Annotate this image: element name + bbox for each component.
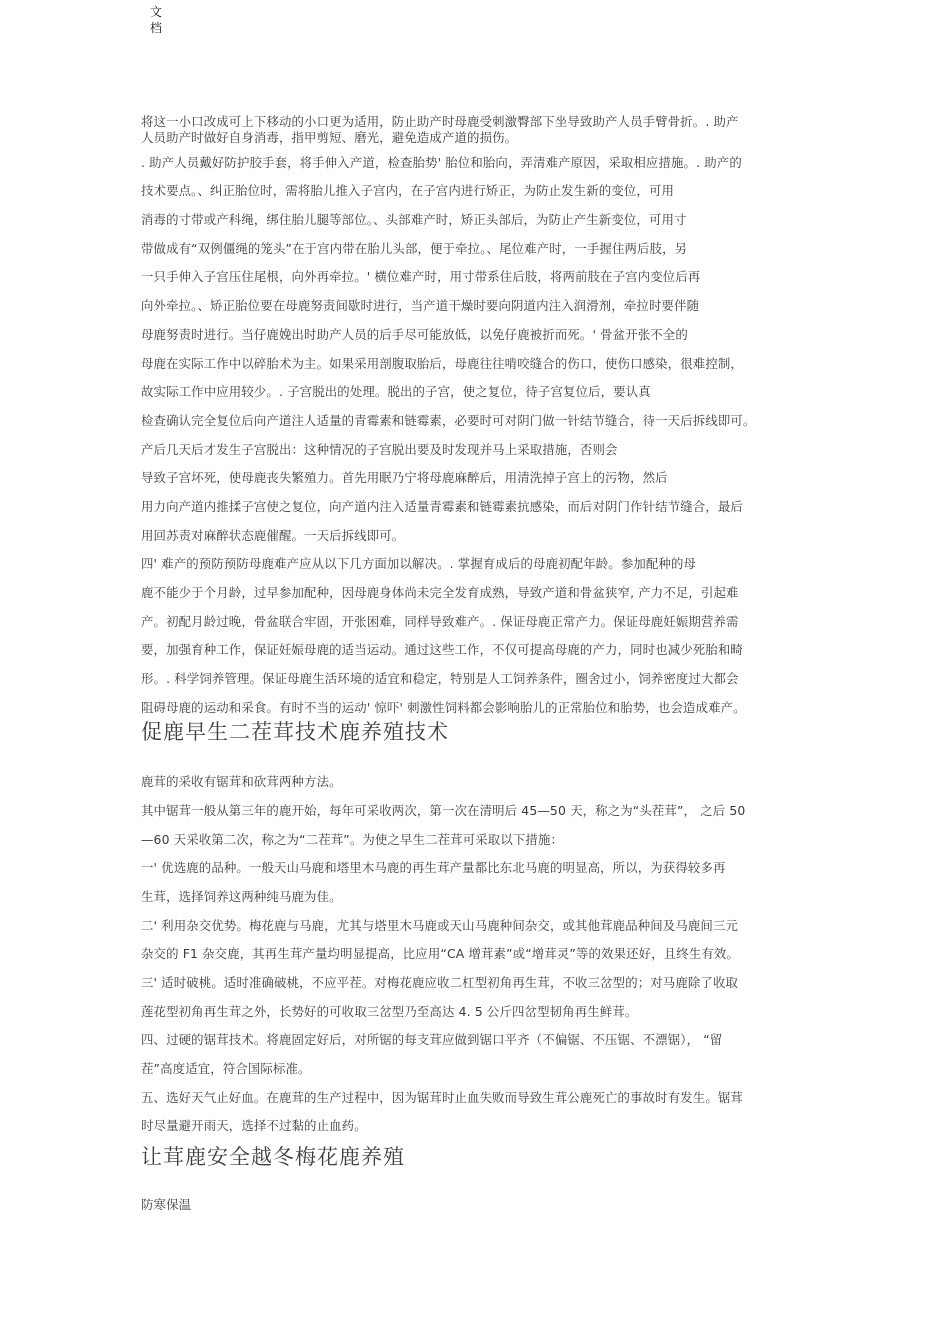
section1-line: 鹿不能少于个月龄，过早参加配种，因母鹿身体尚未完全发育成熟，导致产道和骨盆狭窄, 产力不足，引起难 [141, 585, 739, 600]
section1-line: 故实际工作中应用较少。. 子宫脱出的处理。脱出的子宫，使之复位，待子宫复位后，要认真 [141, 384, 651, 399]
header-char-1: 文 [150, 5, 163, 19]
section1-line: 技术要点。、纠正胎位时，需将胎儿推入子宫内，在子宫内进行矫正，为防止发生新的变位，可用 [141, 183, 675, 198]
section1-line: 检查确认完全复位后向产道注人适量的青霉素和链霉素，必要时可对阴门做一针结节缝合，待一天后拆线即可。 [141, 413, 756, 428]
section2-line: 时尽量避开雨天，选择不过黏的止血药。 [141, 1118, 367, 1133]
section1-line: 导致子宫坏死，使母鹿丧失繁殖力。首先用眠乃宁将母鹿麻醉后，用清洗掉子宫上的污物，然后 [141, 470, 668, 485]
page-header [150, 4, 162, 36]
section1-line: 四' 难产的预防预防母鹿难产应从以下几方面加以解决。. 掌握育成后的母鹿初配年龄。参加配种的母 [141, 556, 697, 571]
section1-line: 形。. 科学饲养管理。保证母鹿生活环境的适宜和稳定，特别是人工饲养条件，圈舍过小，饲养密度过大都会 [141, 671, 739, 686]
section2-line: 杂交的 F1 杂交鹿，其再生茸产量均明显提高，比应用“CA 增茸素”或“增茸灵”等的效果还好，且终生有效。 [141, 946, 739, 961]
section2-line: 茬”高度适宜，符合国际标准。 [141, 1061, 311, 1076]
section1-line: 将这一小口改成可上下移动的小口更为适用，防止助产时母鹿受刺激臀部下坐导致助产人员手臂骨折。. 助产 [141, 114, 739, 129]
section1-line: 一只手伸入子宫压住尾根，向外再牵拉。' 横位难产时，用寸带系住后肢，将两前肢在子宫内变位后再 [141, 269, 701, 284]
section2-line: —60 天采收第二次，称之为“二茬茸”。为使之早生二茬茸可采取以下措施： [141, 832, 564, 847]
section1-line: 带做成有“双例僵绳的笼头”在于宫内带在胎儿头部，便于牵拉。、尾位难产时，一手握住两后肢，另 [141, 241, 688, 256]
section1-line: 母鹿在实际工作中以碎胎术为主。如果采用剖腹取胎后，母鹿往往啃咬缝合的伤口，使伤口感染，很难控制， [141, 356, 743, 371]
section1-line: 阻碍母鹿的运动和采食。有时不当的运动' 惊吓' 刺激性饲料都会影响胎儿的正常胎位和胎势，也会造成难产。 [141, 700, 746, 715]
section2-title: 促鹿早生二茬茸技术鹿养殖技术 [141, 720, 449, 744]
section1-line: 向外牵拉。、矫正胎位要在母鹿努责间歇时进行，当产道干燥时要向阴道内注入润滑剂，牵拉时要伴随 [141, 298, 700, 313]
section1-line: 母鹿努责时进行。当仔鹿娩出时助产人员的后手尽可能放低，以免仔鹿被折而死。' 骨盆开张不全的 [141, 327, 688, 342]
section1-line: 产后几天后才发生子宫脱出：这种情况的子宫脱出要及时发现并马上采取措施，否则会 [141, 442, 618, 457]
section2-line: 三' 适时破桃。适时准确破桃，不应平茬。对梅花鹿应收二杠型初角再生茸，不收三岔型的；对马鹿除了收取 [141, 975, 739, 990]
section2-line: 一' 优选鹿的品种。一般天山马鹿和塔里木马鹿的再生茸产量都比东北马鹿的明显高，所以，为获得较多再 [141, 860, 726, 875]
section2-line: 五、选好天气止好血。在鹿茸的生产过程中，因为锯茸时止血失败而导致生茸公鹿死亡的事故时有发生。锯茸 [141, 1090, 743, 1105]
section1-line: . 助产人员戴好防护胶手套，将手伸入产道，检查胎势' 胎位和胎向，弄清难产原因，采取相应措施。. 助产的 [141, 155, 742, 170]
section1-line: 用回苏责对麻醉状态鹿催醒。一天后拆线即可。 [141, 528, 405, 543]
section1-line: 人员助产时做好自身消毒，指甲剪短、磨光，避免造成产道的损伤。 [141, 130, 518, 145]
section2-line: 生茸，选择饲养这两种纯马鹿为佳。 [141, 889, 342, 904]
section3-title: 让茸鹿安全越冬梅花鹿养殖 [141, 1145, 405, 1169]
section2-line: 四、过硬的锯茸技术。将鹿固定好后，对所锯的每支茸应做到锯口平齐（不偏锯、不压锯、不漂锯）， “留 [141, 1032, 723, 1047]
section2-line: 其中锯茸一般从第三年的鹿开始，每年可采收两次，第一次在清明后 45—50 天，称之为“头茬茸”， 之后 50 [141, 803, 746, 818]
section1-line: 产。初配月龄过晚，骨盆联合牢固，开张困难，同样导致难产。. 保证母鹿正常产力。保证母鹿妊娠期营养需 [141, 614, 739, 629]
header-char-2: 档 [150, 21, 163, 35]
section1-line: 消毒的寸带或产科绳，绑住胎儿腿等部位。、头部难产时，矫正头部后，为防止产生新变位，可用寸 [141, 212, 687, 227]
section2-line: 莲花型初角再生茸之外，长势好的可收取三岔型乃至高达 4. 5 公斤四岔型韧角再生鲜茸。 [141, 1004, 638, 1019]
section1-line: 要，加强育种工作，保证妊娠母鹿的适当运动。通过这些工作，不仅可提高母鹿的产力，同时也减少死胎和畸 [141, 642, 743, 657]
section1-line: 用力向产道内推揉子宫使之复位，向产道内注入适量青霉素和链霉素抗感染，而后对阴门作针结节缝合，最后 [141, 499, 743, 514]
section3-line: 防寒保温 [141, 1197, 192, 1212]
section2-line: 鹿茸的采收有锯茸和砍茸两种方法。 [141, 774, 342, 789]
section2-line: 二' 利用杂交优势。梅花鹿与马鹿，尤其与塔里木马鹿或天山马鹿种间杂交，或其他茸鹿品种间及马鹿间三元 [141, 918, 739, 933]
